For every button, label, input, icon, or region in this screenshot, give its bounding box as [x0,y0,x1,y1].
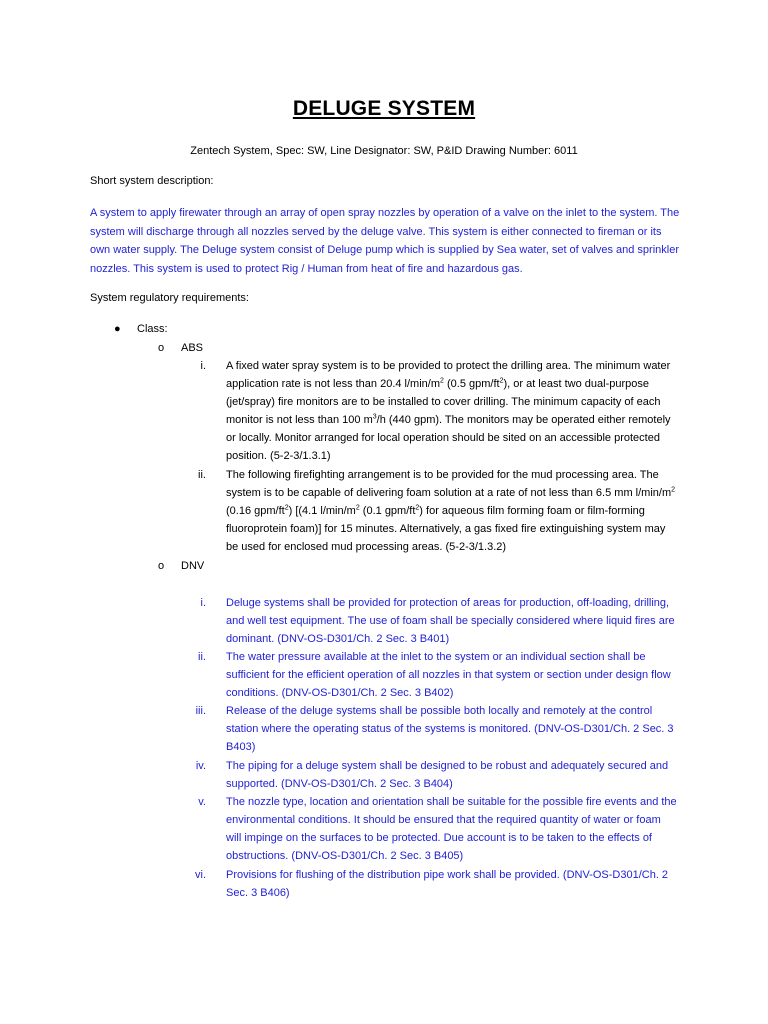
item-number: v. [198,796,206,808]
page-subtitle: Zentech System, Spec: SW, Line Designator: SW, P&ID Drawing Number: 6011 [190,145,578,157]
page-title: DELUGE SYSTEM [292,97,476,120]
dnv-item-3-text: Release of the deluge systems shall be possible both locally and remotely at the control station where the operating status of the systems is monitored. (DNV-OS-D301/Ch. 2 Sec. 3 B403) [226,705,674,753]
item-number: ii. [198,469,206,481]
item-number: ii. [198,651,206,663]
dnv-item-1-text: Deluge systems shall be provided for protection of areas for production, off-loading, drilling, and well test equipment. The use of foam shall be specially considered where liquid fires are dominant. (DNV-OS-D301/Ch. 2 Sec. 3 B401) [226,597,675,645]
item-number: iii. [195,705,206,717]
dnv-item-2-text: The water pressure available at the inlet to the system or an individual section shall be sufficient for the efficient operation of all nozzles in that system or section under design flow conditions. (DNV-OS-D301/Ch. 2 Sec. 3 B402) [226,651,671,699]
circle-bullet-icon: o [158,342,165,354]
abs-label: ABS [181,342,204,354]
dnv-item-4-text: The piping for a deluge system shall be designed to be robust and adequately secured and supported. (DNV-OS-D301/Ch. 2 Sec. 3 B404) [226,760,669,790]
item-number: vi. [195,869,206,881]
item-number: iv. [195,760,206,772]
item-number: i. [200,597,206,609]
circle-bullet-icon: o [158,560,165,572]
class-label: Class: [137,323,168,335]
bullet-icon: ● [114,323,121,335]
abs-item-1-text: A fixed water spray system is to be provided to protect the drilling area. The minimum water application rate is not less than 20.4 $l/\min/m^2$ (0.5 gpm/$ft^2$), or at least two dual-purpose (jet/spray) fire monitors are to be installed to cover drilling. The minimum capacity of each monitor is not less than 100 $m^3/h$ (440 gpm). The monitors may be operated either remotely or locally. Monitor arranged for local operation should be sited on an accessible protected position. (5-2-3/1.3.1) [226,360,671,462]
short-description-heading: Short system description: [90,175,214,187]
short-description-text: A system to apply firewater through an array of open spray nozzles by operation of a valve on the inlet to the system. The system will discharge through all nozzles served by the deluge valve. This system is either connected to fireman or its own water supply. The Deluge system consist of Deluge pump which is supplied by Sea water, set of valves and sprinkler nozzles. This system is used to protect Rig / Human from heat of fire and hazardous gas. [90,207,680,275]
dnv-item-6-text: Provisions for flushing of the distribution pipe work shall be provided. (DNV-OS-D301/Ch. 2 Sec. 3 B406) [226,869,669,899]
abs-item-2-text: The following firefighting arrangement is to be provided for the mud processing area. The system is to be capable of delivering foam solution at a rate of not less than 6.5 mm $l/\min/m^2$ (0.16 gpm/$ft^2$) [(4.1 $l/\min/m^2$ (0.1 gpm/$ft^2$) for aqueous film forming foam or film-forming fluoroprotein foam)] for 15 minutes. Alternatively, a gas fixed fire extinguishing system may be used for enclosed mud processing areas. (5-2-3/1.3.2) [226,469,676,553]
dnv-item-5-text: The nozzle type, location and orientation shall be suitable for the possible fire events and the environmental conditions. It should be ensured that the required quantity of water or foam will impinge on the surfaces to be protected. Due account is to be taken to the effects of obstructions. (DNV-OS-D301/Ch. 2 Sec. 3 B405) [226,796,677,862]
dnv-label: DNV [181,560,205,572]
item-number: i. [200,360,206,372]
regulatory-heading: System regulatory requirements: [90,292,249,304]
